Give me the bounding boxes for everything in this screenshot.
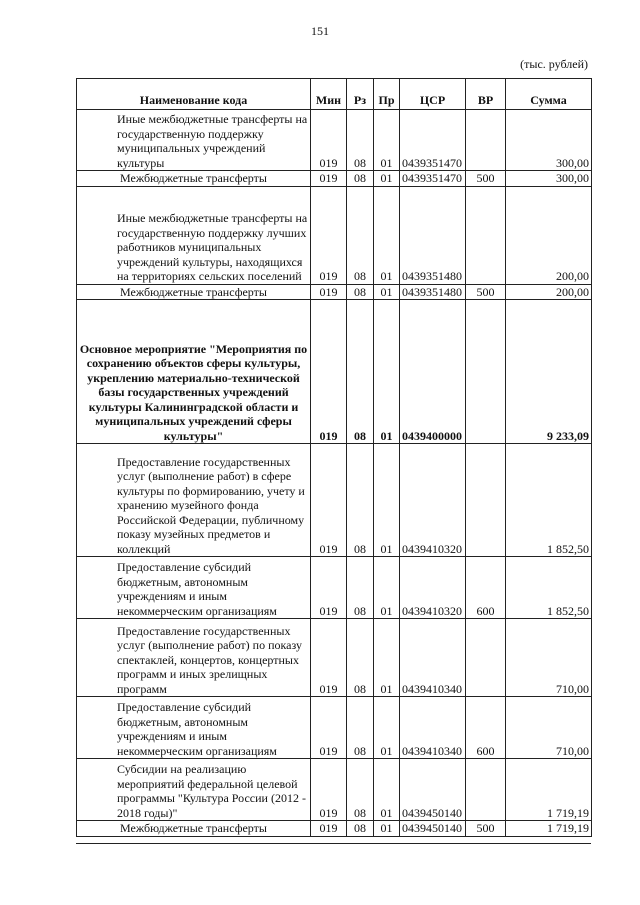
row-sum: 1 719,19 <box>506 759 592 821</box>
row-name: Межбюджетные трансферты <box>77 821 311 837</box>
row-csr: 0439351480 <box>400 284 466 300</box>
header-pr: Пр <box>374 79 400 110</box>
table-row <box>77 284 592 300</box>
row-min: 019 <box>311 110 347 171</box>
row-min: 019 <box>311 821 347 837</box>
row-csr: 0439351470 <box>400 171 466 187</box>
table-row <box>77 186 592 284</box>
row-rz: 08 <box>347 300 374 444</box>
table-row <box>77 759 592 821</box>
row-rz: 08 <box>347 759 374 821</box>
row-csr: 0439450140 <box>400 821 466 837</box>
row-vr: 500 <box>466 284 506 300</box>
header-rz: Рз <box>347 79 374 110</box>
row-rz: 08 <box>347 171 374 187</box>
table-row <box>77 110 592 171</box>
row-csr: 0439351480 <box>400 186 466 284</box>
row-vr: 600 <box>466 557 506 619</box>
row-name: Субсидии на реализацию мероприятий федеральной целевой программы "Культура России (2012 - 2018 годы)" <box>77 759 311 821</box>
row-min: 019 <box>311 300 347 444</box>
row-rz: 08 <box>347 444 374 557</box>
row-min: 019 <box>311 444 347 557</box>
row-rz: 08 <box>347 821 374 837</box>
row-pr: 01 <box>374 557 400 619</box>
row-csr: 0439410320 <box>400 557 466 619</box>
row-sum: 200,00 <box>506 186 592 284</box>
row-rz: 08 <box>347 697 374 759</box>
row-pr: 01 <box>374 444 400 557</box>
row-pr: 01 <box>374 697 400 759</box>
row-sum: 9 233,09 <box>506 300 592 444</box>
row-name: Иные межбюджетные трансферты на государственную поддержку лучших работников муниципальных учреждений культуры, находящихся на территориях сельских поселений <box>77 186 311 284</box>
row-sum: 300,00 <box>506 171 592 187</box>
row-csr: 0439351470 <box>400 110 466 171</box>
bottom-rule <box>76 843 591 844</box>
header-sum: Сумма <box>506 79 592 110</box>
row-csr: 0439410340 <box>400 697 466 759</box>
row-min: 019 <box>311 557 347 619</box>
table-row <box>77 619 592 697</box>
row-vr <box>466 110 506 171</box>
row-pr: 01 <box>374 284 400 300</box>
row-pr: 01 <box>374 186 400 284</box>
row-rz: 08 <box>347 186 374 284</box>
row-pr: 01 <box>374 171 400 187</box>
row-csr: 0439400000 <box>400 300 466 444</box>
row-pr: 01 <box>374 300 400 444</box>
table-row <box>77 171 592 187</box>
row-sum: 1 852,50 <box>506 557 592 619</box>
row-vr <box>466 619 506 697</box>
header-name: Наименование кода <box>77 79 311 110</box>
row-min: 019 <box>311 759 347 821</box>
table-row <box>77 697 592 759</box>
row-vr <box>466 186 506 284</box>
row-name: Межбюджетные трансферты <box>77 171 311 187</box>
header-csr: ЦСР <box>400 79 466 110</box>
row-sum: 200,00 <box>506 284 592 300</box>
row-sum: 710,00 <box>506 697 592 759</box>
row-name: Предоставление государственных услуг (выполнение работ) в сфере культуры по формированию, учету и хранению музейного фонда Российской Федерации, публичному показу музейных предметов и коллекций <box>77 444 311 557</box>
row-name: Иные межбюджетные трансферты на государственную поддержку муниципальных учреждений культуры <box>77 110 311 171</box>
row-min: 019 <box>311 619 347 697</box>
table-row <box>77 821 592 837</box>
row-min: 019 <box>311 284 347 300</box>
row-vr <box>466 300 506 444</box>
table-row <box>77 444 592 557</box>
row-vr <box>466 759 506 821</box>
row-vr: 500 <box>466 821 506 837</box>
row-csr: 0439410340 <box>400 619 466 697</box>
row-sum: 300,00 <box>506 110 592 171</box>
row-rz: 08 <box>347 284 374 300</box>
row-min: 019 <box>311 697 347 759</box>
budget-table <box>76 78 592 837</box>
row-name: Предоставление государственных услуг (выполнение работ) по показу спектаклей, концертов, концертных программ и иных зрелищных программ <box>77 619 311 697</box>
table-header-row <box>77 79 592 110</box>
row-name: Предоставление субсидий бюджетным, автономным учреждениям и иным некоммерческим организациям <box>77 557 311 619</box>
row-csr: 0439410320 <box>400 444 466 557</box>
row-vr: 500 <box>466 171 506 187</box>
row-rz: 08 <box>347 557 374 619</box>
row-vr: 600 <box>466 697 506 759</box>
row-min: 019 <box>311 171 347 187</box>
row-name: Основное мероприятие "Мероприятия по сохранению объектов сферы культуры, укреплению материально-технической базы государственных учреждений культуры Калининградской области и муниципальных учреждений сферы культуры" <box>77 300 311 444</box>
row-csr: 0439450140 <box>400 759 466 821</box>
row-rz: 08 <box>347 110 374 171</box>
units-label: (тыс. рублей) <box>520 57 588 71</box>
header-vr: ВР <box>466 79 506 110</box>
row-sum: 710,00 <box>506 619 592 697</box>
row-pr: 01 <box>374 821 400 837</box>
row-name: Межбюджетные трансферты <box>77 284 311 300</box>
row-rz: 08 <box>347 619 374 697</box>
row-min: 019 <box>311 186 347 284</box>
header-min: Мин <box>311 79 347 110</box>
row-vr <box>466 444 506 557</box>
page-number: 151 <box>311 24 329 38</box>
row-sum: 1 719,19 <box>506 821 592 837</box>
row-pr: 01 <box>374 110 400 171</box>
row-name: Предоставление субсидий бюджетным, автономным учреждениям и иным некоммерческим организациям <box>77 697 311 759</box>
table-row <box>77 557 592 619</box>
table-row <box>77 300 592 444</box>
row-pr: 01 <box>374 619 400 697</box>
row-pr: 01 <box>374 759 400 821</box>
row-sum: 1 852,50 <box>506 444 592 557</box>
